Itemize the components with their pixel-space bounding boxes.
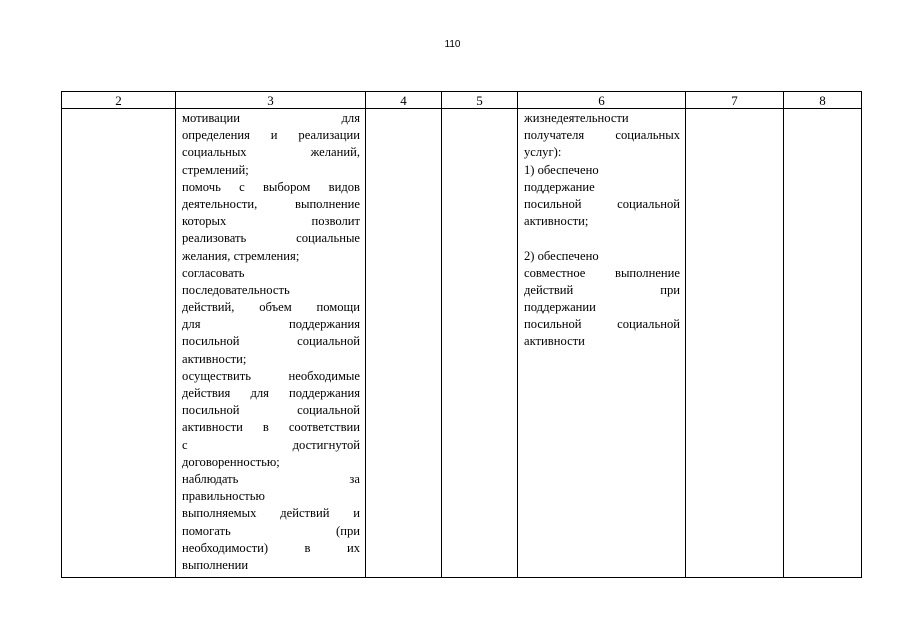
- column-header-2: 2: [62, 92, 176, 109]
- text-line: выполнении: [182, 557, 249, 572]
- column-header-6: 6: [518, 92, 686, 109]
- cell-col-7: [686, 109, 784, 578]
- text-line: жизнедеятельности: [524, 111, 629, 125]
- text-line: действия для поддержания: [182, 386, 360, 400]
- text-line: помогать (при: [182, 523, 360, 538]
- text-line: согласовать: [182, 265, 245, 280]
- text-line: 2) обеспечено: [524, 248, 599, 263]
- text-line: активности;: [182, 351, 247, 366]
- column-header-4: 4: [366, 92, 442, 109]
- text-line: последовательность: [182, 282, 290, 297]
- text-line: посильной социальной: [182, 403, 360, 418]
- column-header-5: 5: [442, 92, 518, 109]
- text-line: получателя социальных: [524, 128, 680, 143]
- text-line: определения и реализации: [182, 128, 360, 143]
- text-line: поддержание: [524, 179, 595, 194]
- text-line: действий при: [524, 282, 680, 297]
- text-line: мотивации для: [182, 111, 360, 125]
- text-line: желания, стремления;: [182, 248, 300, 263]
- cell-col-2: [62, 109, 176, 578]
- text-line: реализовать социальные: [182, 231, 360, 246]
- text-line: активности;: [524, 214, 589, 229]
- table-row: [62, 109, 862, 578]
- service-actions-text: [176, 109, 365, 574]
- text-line: помочь с выбором видов: [182, 179, 360, 194]
- cell-col-6: [518, 109, 686, 578]
- column-header-3: 3: [176, 92, 366, 109]
- text-line: с достигнутой: [182, 437, 360, 452]
- text-line: деятельности, выполнение: [182, 196, 360, 211]
- text-line: договоренностью;: [182, 454, 280, 469]
- page-number: 110: [444, 39, 461, 50]
- text-line: [524, 230, 680, 247]
- text-line: осуществить необходимые: [182, 368, 360, 383]
- text-line: социальных желаний,: [182, 145, 360, 160]
- text-line: 1) обеспечено: [524, 162, 599, 177]
- services-table: [61, 91, 862, 578]
- text-line: посильной социальной: [182, 334, 360, 349]
- text-line: выполняемых действий и: [182, 506, 360, 521]
- text-line: активности: [524, 334, 585, 349]
- text-line: посильной социальной: [524, 317, 680, 332]
- cell-col-5: [442, 109, 518, 578]
- column-header-7: 7: [686, 92, 784, 109]
- text-line: действий, объем помощи: [182, 300, 360, 315]
- cell-col-4: [366, 109, 442, 578]
- text-line: поддержании: [524, 300, 596, 315]
- text-line: совместное выполнение: [524, 265, 680, 280]
- text-line: для поддержания: [182, 317, 360, 332]
- cell-col-3: [176, 109, 366, 578]
- text-line: посильной социальной: [524, 196, 680, 211]
- service-results-text: [518, 109, 685, 351]
- header-row: [62, 92, 862, 109]
- text-line: которых позволит: [182, 214, 360, 229]
- text-line: услуг):: [524, 145, 562, 160]
- text-line: правильностью: [182, 489, 265, 504]
- text-line: необходимости) в их: [182, 540, 360, 555]
- text-line: наблюдать за: [182, 471, 360, 486]
- text-line: активности в соответствии: [182, 420, 360, 435]
- cell-col-8: [784, 109, 862, 578]
- column-header-8: 8: [784, 92, 862, 109]
- text-line: стремлений;: [182, 162, 249, 177]
